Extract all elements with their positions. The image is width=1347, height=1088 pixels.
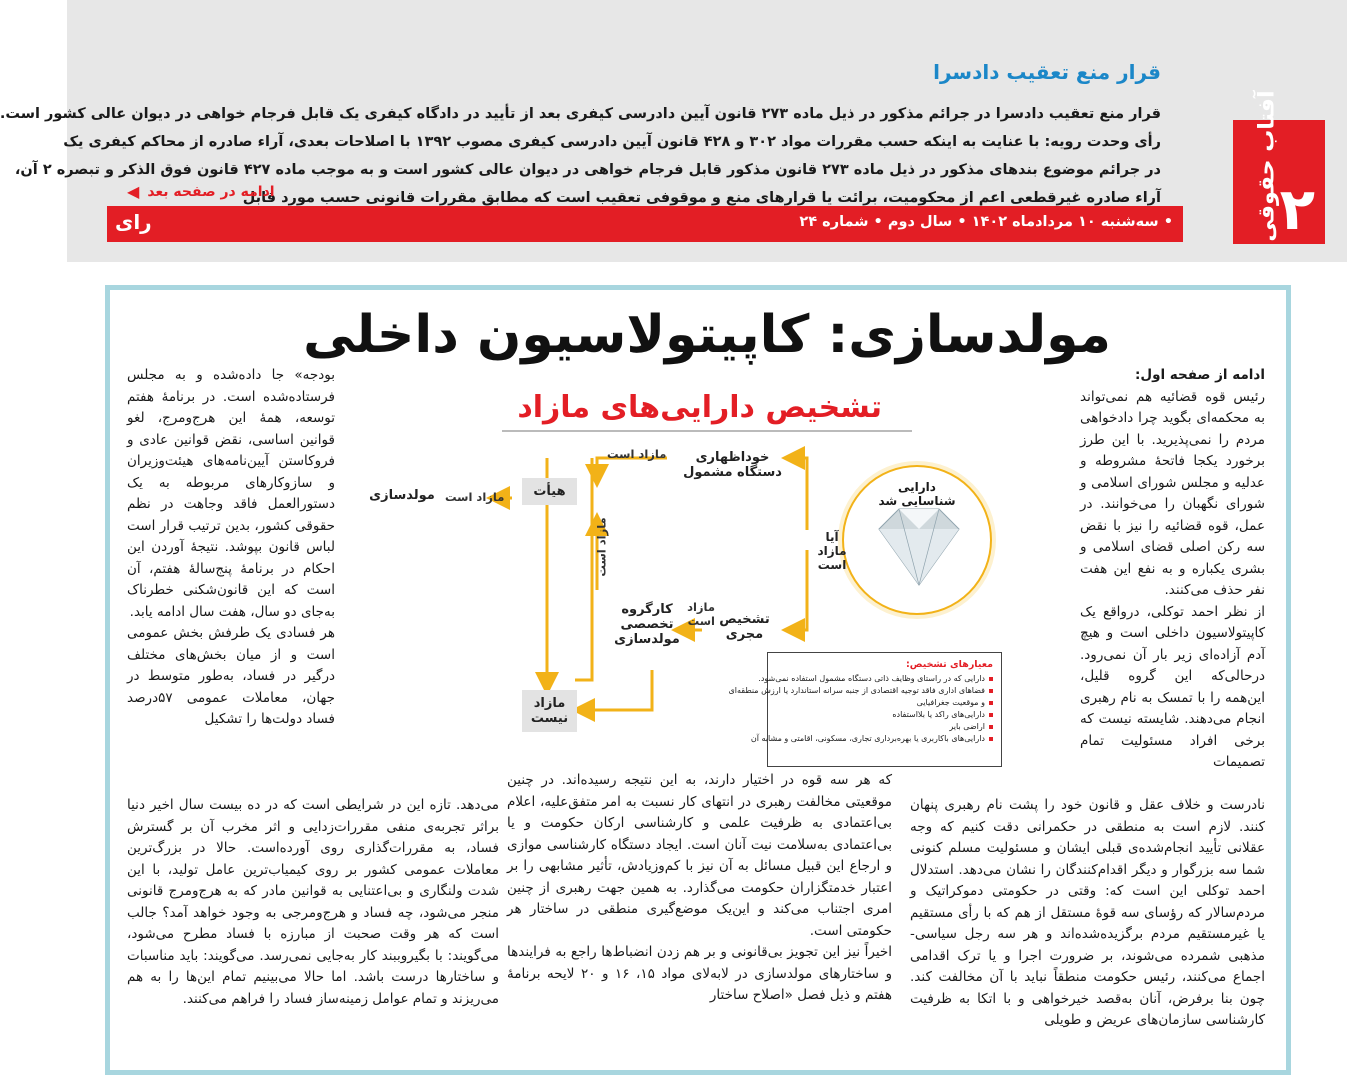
continue-link[interactable] — [127, 182, 275, 201]
infographic-title: تشخیص دارایی‌های مازاد — [517, 390, 882, 425]
paragraph: بودجه» جا داده‌شده و به مجلس فرستاده‌شده است. در برنامهٔ هفتم توسعه، همهٔ این هرج‌ومرج، لغو قوانین اساسی، نقض قوانین عادی و فروکاستن آیین‌نامه‌های هیئت‌وزیران و سازوکارهای مربوطه به یک دستورالعمل فاقد وجاهت در نظم حقوقی کشور، بدین ترتیب قرار است لباس قانون بپوشد. نتیجهٔ آوردن این احکام در برنامهٔ پنج‌سالهٔ هفتم، آن است که این قانون‌شکنی خطرناک به‌جای دو سال، هفت سال ادامه یابد. — [127, 367, 335, 620]
edge-label-surplus: مازاد است — [594, 517, 609, 577]
paragraph: از نظر احمد توکلی، درواقع یک کاپیتولاسیون داخلی است و هیچ آدم آزاده‌ای زیر بار آن نمی‌رود. درحالی‌که این گروه قلیل، این‌همه را با تمسک به نام رهبری انجام می‌دهند. شایسته نیست که برخی افراد مسئولیت تمام تصمیمات — [1080, 603, 1265, 770]
continued-from-label: ادامه از صفحه اول: — [1134, 367, 1265, 383]
verdict-line: رأی وحدت رویه: با عنایت به اینکه حسب مقررات مواد ۳۰۲ و ۴۲۸ قانون آیین دادرسی کیفری مصوب ۱۳۹۲ با اصلاحات بعدی، آراء صادره از محاکم کیفری یک — [63, 134, 1161, 150]
owner-agency-node: خوداظهاری دستگاه مشمول — [683, 450, 782, 480]
edge-label-surplus: مازاد است — [607, 447, 667, 461]
not-surplus-node: مازاد نیست — [522, 690, 577, 732]
executive-node: تشخیص مجری — [719, 612, 770, 642]
criteria-list — [728, 673, 993, 745]
verdict-line: در جرائم موضوع بندهای مذکور در ذیل ماده ۲۷۳ قانون مذکور قابل فرجام خواهی در دیوان عالی کشور است و به موجب ماده ۴۲۷ قانون فوق الذکر و تبصره ۲ آن، — [14, 162, 1161, 178]
paragraph: نادرست و خلاف عقل و قانون خود را پشت نام رهبری پنهان کنند. لازم است به منطقی در حکمرانی دقت کنیم که وجه عقلانی تأیید انجام‌شده‌ی قبلی ایشان و مسئولیت مسلم کنونی شما سه بزرگوار و دیگر اقدام‌کنندگان را نشان می‌دهد. استدلال احمد توکلی این است که: وقتی در حکومتی دموکراتیک و مردم‌سالار که رؤسای سه قوهٔ مستقل از هم که با رأی مستقیم یا غیرمستقیم مردم برگزیده‌شده‌اند و هر سه رجل سیاسی-مذهبی شمرده می‌شوند، بر ضرورت اجرا و یا ترک اقدامی اجماع می‌کنند، رئیس حکومت منطقاً نباید با آن مخالفت کند. چون بنا برفرض، آنان به‌قصد خیرخواهی و با اتکا به ظرفیت کارشناسی سازمان‌های عریض و طویلی — [910, 797, 1265, 1028]
monetization-node: مولدسازی — [369, 488, 435, 503]
column-left — [127, 365, 335, 731]
criteria-item: دارایی‌های راکد یا بلااستفاده — [776, 709, 993, 721]
verdict-line: قرار منع تعقیب دادسرا در جرائم مذکور در ذیل ماده ۲۷۳ قانون آیین دادرسی کیفری بعد از تأیید در دادگاه کیفری یک قابل فرجام خواهی در دیوان عالی کشور است. — [0, 106, 1161, 122]
column-bottom-right — [910, 795, 1265, 1032]
masthead-brand: آفتاب حقوقی — [1254, 90, 1280, 242]
asset-identified-label: دارایی شناسایی شد — [878, 480, 956, 508]
criteria-item: اراضی بایر — [776, 721, 993, 733]
board-node: هیأت — [522, 478, 577, 505]
issue-bar — [107, 206, 1183, 242]
pointing-hand-icon: ◀ — [127, 182, 140, 201]
arrow-to-executive — [787, 550, 807, 630]
column-right — [1080, 365, 1265, 774]
page-number: ۲ — [1279, 175, 1315, 243]
paragraph: که هر سه قوه در اختیار دارند، به این نتیجه رسیده‌اند. در چنین موقعیتی مخالفت رهبری در انتهای کار نسبت به امر متفق‌علیه، اعلام بی‌اعتمادی به ظرفیت علمی و کارشناسی ارکان حکومت و یا بی‌اعتمادی به‌سلامت نیت آنان است. ایجاد دستگاه کارشناسی موازی و ارجاع این قبیل مسائل به آن نیز با کم‌وزیادش، تأثیر مشابهی را بر اعتبار خدمتگزاران حکومت می‌گذارد. به همین جهت رهبری از چنین امری اجتناب می‌کند و این‌یک موضع‌گیری منطقی در ساختار هر حکومتی است. — [507, 772, 892, 939]
edge-label-surplus: مازاد است — [687, 600, 715, 628]
arrow-left-branch — [575, 458, 592, 680]
verdict-title: قرار منع تعقیب دادسرا — [933, 60, 1161, 84]
masthead-logo — [1233, 90, 1325, 244]
criteria-item: و موقعیت جغرافیایی — [776, 697, 993, 709]
surplus-assets-infographic — [357, 390, 1037, 780]
arrow-agency-to-board — [597, 458, 667, 482]
working-group-node: کارگروه تخصصی مولدسازی — [614, 602, 680, 647]
criteria-item: دارایی‌های باکاربری یا بهره‌برداری تجاری، مسکونی، اقامتی و مشابه آن — [776, 733, 993, 745]
continue-note-text: ادامه در صفحه بعد — [147, 183, 275, 200]
arrow-group-to-not-surplus — [577, 670, 652, 710]
section-label: رای — [115, 210, 152, 234]
criteria-title: معیارهای تشخیص: — [905, 659, 993, 670]
is-surplus-label: آیا مازاد است — [817, 530, 847, 572]
criteria-item: فضاهای اداری فاقد توجیه اقتصادی از جنبه سرانه استاندارد یا ارزش منطقه‌ای — [776, 685, 993, 697]
issue-info: • سه‌شنبه ۱۰ مردادماه ۱۴۰۲ • سال دوم • شماره ۲۴ — [799, 214, 1173, 230]
arrow-to-agency — [787, 458, 807, 530]
paragraph: اخیراً نیز این تجویز بی‌قانونی و بر هم زدن انضباط‌ها راجع به فرایندها و ساختارهای مولدسازی در لابه‌لای مواد ۱۵، ۱۶ و ۲۰ لایحه برنامهٔ هفتم و ذیل فصل «اصلاح ساختار — [507, 944, 893, 1003]
paragraph: می‌دهد. تازه این در شرایطی است که در ده بیست سال اخیر دنیا براثر تجربه‌ی منفی مقررات‌زدایی و اثر مخرب آن بر گسترش فساد، به مقررات‌گذاری روی آورده‌است. حالا در بزرگ‌ترین معاملات عمومی کشور بر روی کیمیاب‌ترین عامل تولید، با این شدت ولنگاری و بی‌اعتنایی به قوانین مادر که به هرج‌ومرج قانونی منجر می‌شود، چه فساد و هرج‌ومرجی به وجود خواهد آمد؟ جالب است که هر وقت صحبت از مبارزه با فساد مطرح می‌شود، می‌گویند: با بگیروببند کار به‌جایی نمی‌رسد. می‌گویند: باید مناسبات و ساختارها درست باشد. اما حالا می‌بینیم تمام این‌ها را به هم می‌ریزند و تمام عوامل زمینه‌ساز فساد را فراهم می‌کنند. — [127, 797, 499, 1007]
criteria-callout — [728, 652, 1002, 767]
article-headline: مولدسازی: کاپیتولاسیون داخلی — [303, 305, 1111, 365]
paragraph: رئیس قوه قضائیه هم نمی‌تواند به محکمه‌ای بگوید چرا دادخواهی مردم را نمی‌پذیرید. با این طرز برخورد یکجا فاتحهٔ مشروطه و عدلیه و مجلس شورای اسلامی و شورای نگهبان را می‌خوانند. در عمل، قوه قضائیه را نیز با نقض سه رکن اصلی قضای اسلامی و بشری یکباره و به نفع این هفت نفر حذف می‌کنند. — [1080, 388, 1265, 598]
verdict-line: آراء صادره غیرقطعی اعم از محکومیت، برائت یا قرارهای منع و موقوفی تعقیب است که مطابق مقررات قانونی حسب مورد قابل — [242, 190, 1161, 206]
column-bottom-middle — [507, 770, 892, 1007]
column-bottom-left — [127, 795, 499, 1010]
criteria-item: دارایی که در راستای وظایف ذاتی دستگاه مشمول استفاده نمی‌شود. — [776, 673, 993, 685]
edge-label-surplus: مازاد است — [445, 490, 505, 504]
paragraph: هر فسادی یک طرفش بخش عمومی است و از میان بخش‌های مختلف درگیر در فساد، به‌طور متوسط در جهان، معاملات عمومی ۵۷درصد فساد دولت‌ها را تشکیل — [127, 625, 335, 727]
